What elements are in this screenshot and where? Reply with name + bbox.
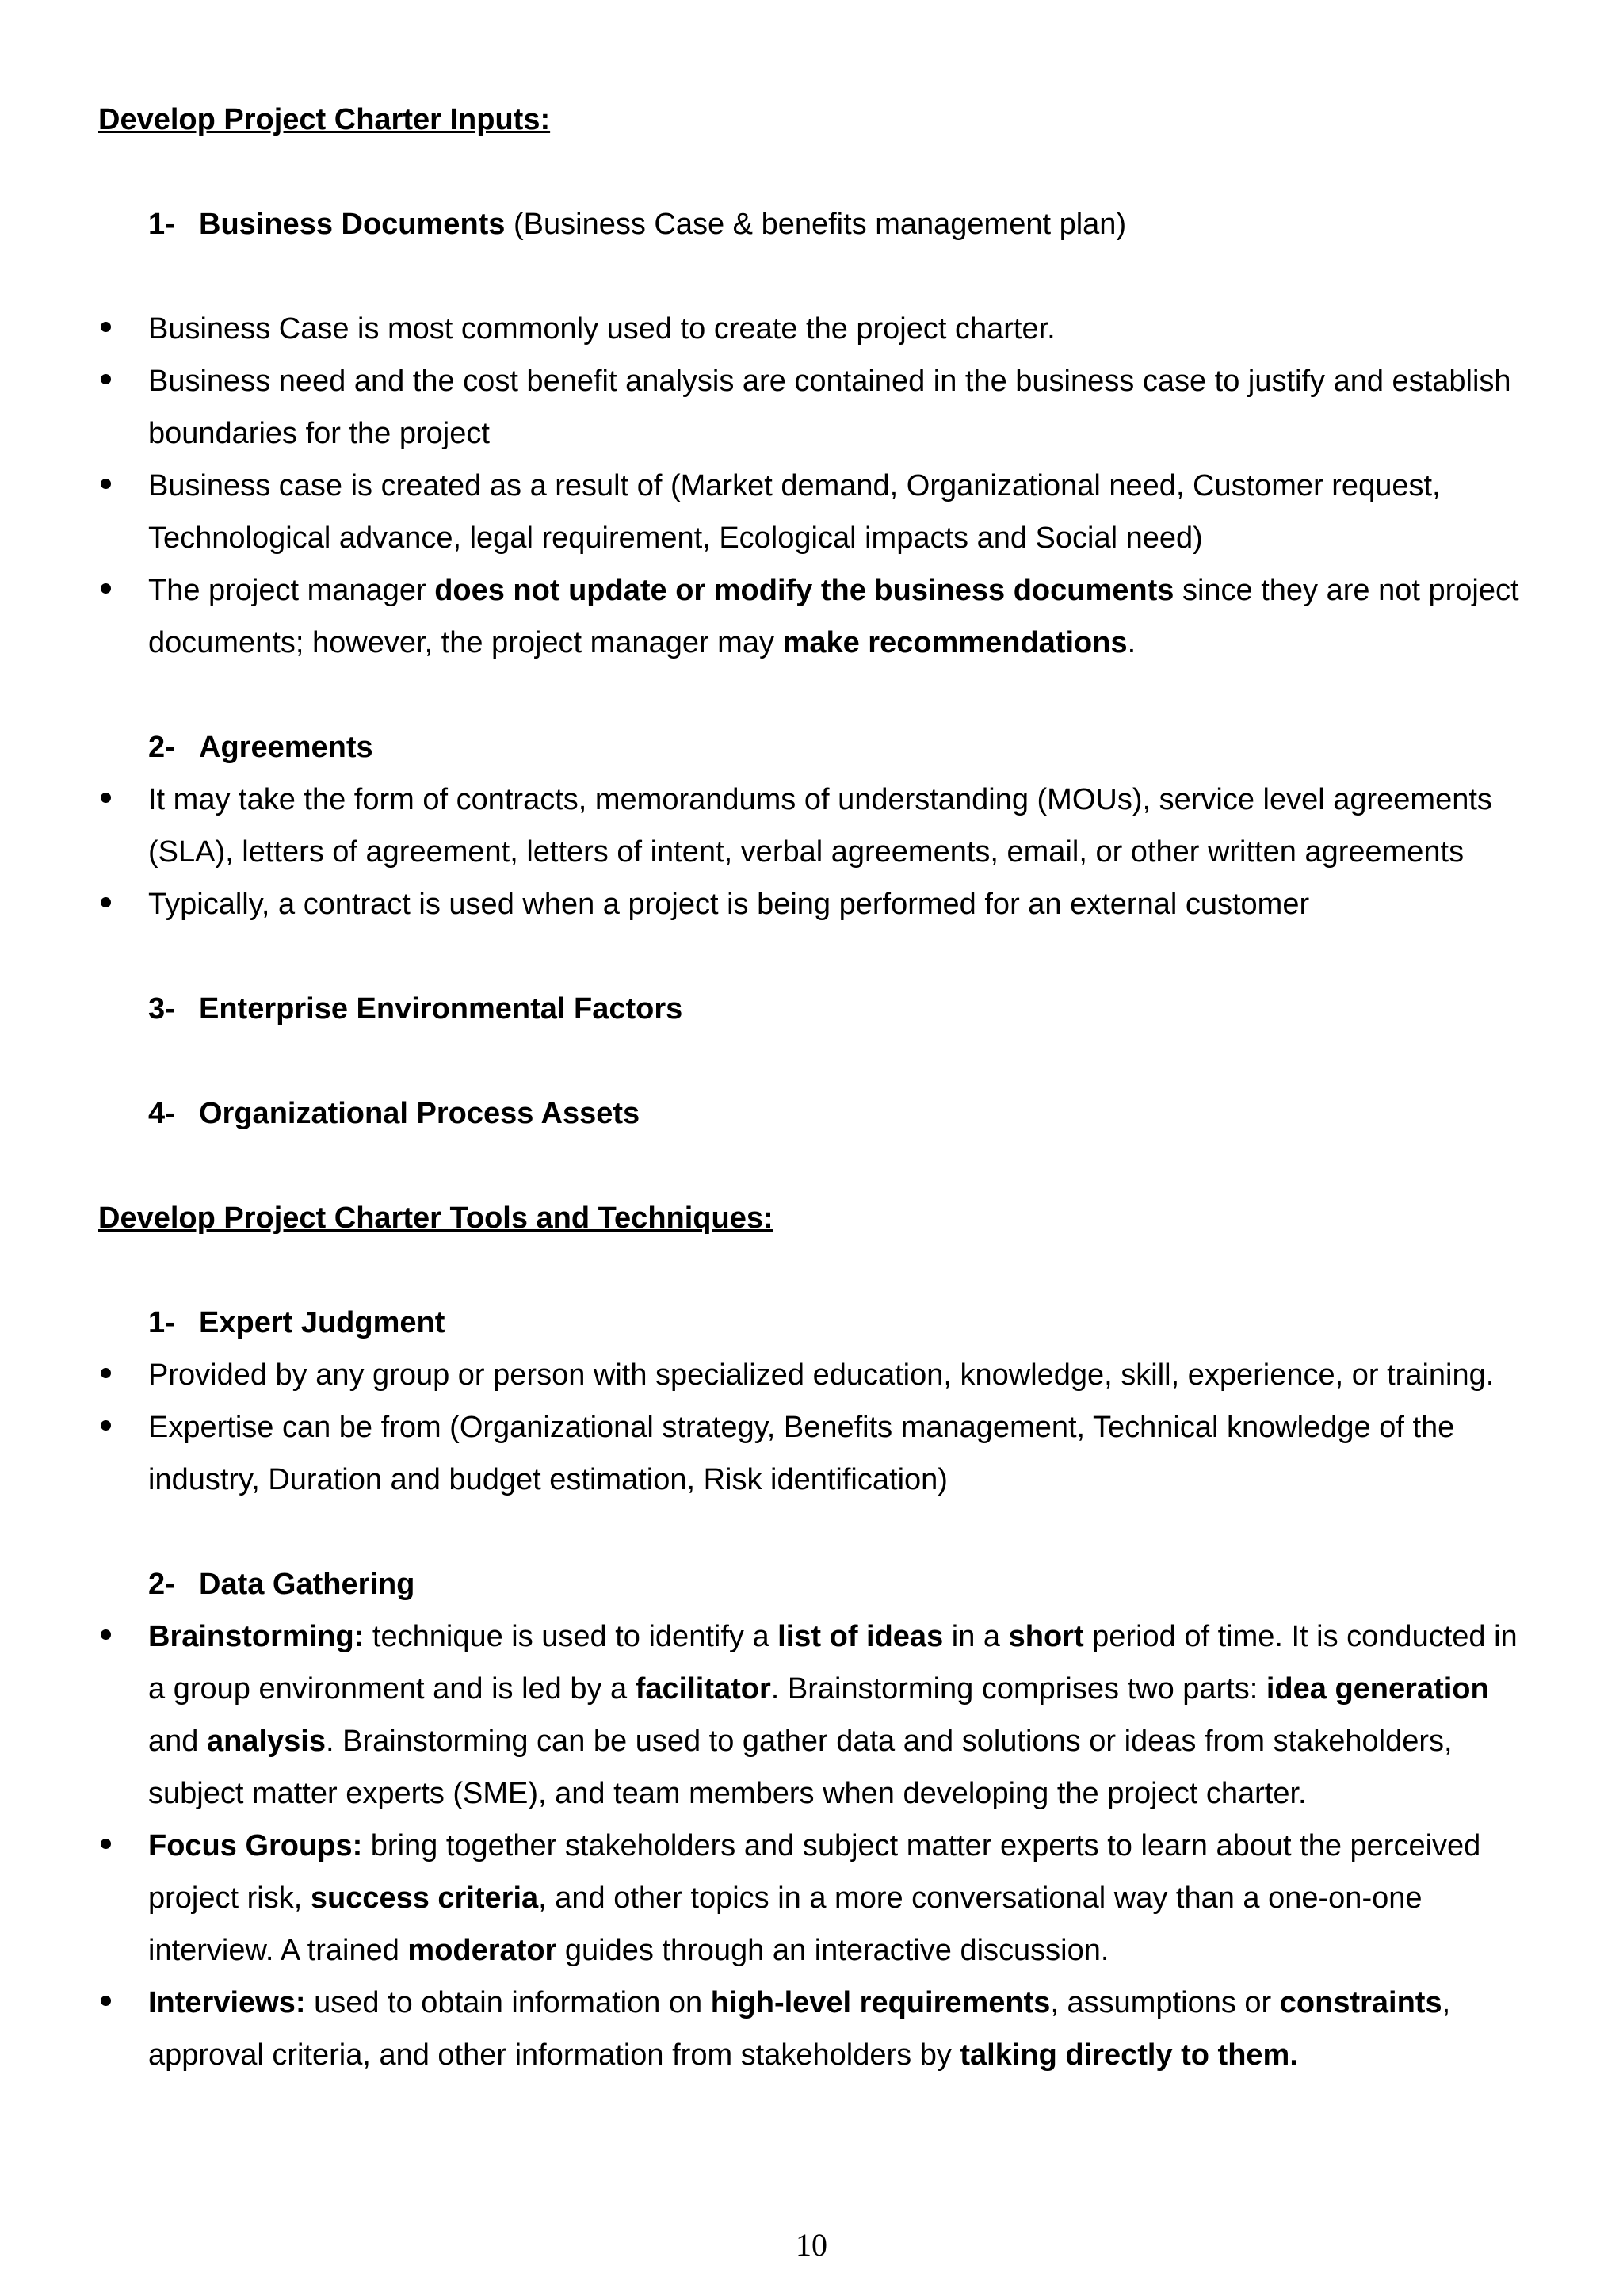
text-run: Provided by any group or person with specialized education, knowledge, skill, experience, or training. bbox=[148, 1358, 1495, 1392]
bullet-list-data-gathering bbox=[98, 1610, 1525, 2081]
text-run: . Brainstorming comprises two parts: bbox=[770, 1672, 1266, 1706]
subheading-expert-judgment bbox=[98, 1297, 1525, 1349]
item-number: 2- bbox=[148, 731, 175, 764]
text-run: , assumptions or bbox=[1050, 1986, 1280, 2019]
item-title: Enterprise Environmental Factors bbox=[199, 992, 683, 1026]
item-title: Business Documents bbox=[199, 208, 506, 241]
bullet-text bbox=[148, 574, 1519, 659]
bullet-text bbox=[148, 888, 1309, 921]
bold-text-run: moderator bbox=[407, 1934, 557, 1967]
subheading-data-gathering bbox=[98, 1558, 1525, 1610]
document-body bbox=[98, 94, 1525, 2081]
list-item bbox=[98, 303, 1525, 355]
item-note: (Business Case & benefits management plan) bbox=[505, 208, 1127, 241]
bullet-text bbox=[148, 1986, 1450, 2072]
bold-text-run: analysis bbox=[206, 1725, 326, 1758]
subheading-agreements bbox=[98, 721, 1525, 774]
bold-text-run: make recommendations bbox=[782, 626, 1128, 659]
item-number: 4- bbox=[148, 1097, 175, 1130]
text-run: . bbox=[1127, 626, 1136, 659]
bullet-icon bbox=[101, 322, 111, 332]
bold-text-run: talking directly to them. bbox=[960, 2038, 1298, 2072]
subheading-enterprise-environmental-factors bbox=[98, 983, 1525, 1035]
bold-text-run: Brainstorming: bbox=[148, 1620, 365, 1653]
text-run: guides through an interactive discussion. bbox=[556, 1934, 1109, 1967]
item-title: Organizational Process Assets bbox=[199, 1097, 640, 1130]
text-run: Business Case is most commonly used to create the project charter. bbox=[148, 312, 1056, 346]
item-title: Data Gathering bbox=[199, 1568, 415, 1601]
text-run: It may take the form of contracts, memorandums of understanding (MOUs), service level agreements (SLA), letters of agreement, letters of intent, verbal agreements, email, or other written agreements bbox=[148, 783, 1492, 869]
text-run: Typically, a contract is used when a project is being performed for an external customer bbox=[148, 888, 1310, 921]
bullet-text bbox=[148, 1358, 1494, 1392]
page-number: 10 bbox=[796, 2227, 827, 2263]
bullet-icon bbox=[101, 1629, 111, 1640]
bold-text-run: Interviews: bbox=[148, 1986, 306, 2019]
bullet-text bbox=[148, 783, 1492, 869]
item-number: 3- bbox=[148, 992, 175, 1026]
text-run: technique is used to identify a bbox=[364, 1620, 778, 1653]
item-number: 2- bbox=[148, 1568, 175, 1601]
list-item bbox=[98, 1610, 1525, 1820]
bold-text-run: success criteria bbox=[310, 1881, 539, 1915]
list-item bbox=[98, 1820, 1525, 1977]
list-item bbox=[98, 564, 1525, 669]
bold-text-run: list of ideas bbox=[777, 1620, 944, 1653]
bullet-icon bbox=[101, 1839, 111, 1849]
text-run: Business need and the cost benefit analysis are contained in the business case to justify and establish boundaries for the project bbox=[148, 365, 1511, 450]
bullet-icon bbox=[101, 1996, 111, 2006]
bullet-list-agreements bbox=[98, 774, 1525, 930]
bullet-text bbox=[148, 469, 1441, 555]
section-heading-tools-techniques: Develop Project Charter Tools and Techniques: bbox=[98, 1201, 773, 1235]
bold-text-run: high-level requirements bbox=[710, 1986, 1051, 2019]
list-item bbox=[98, 460, 1525, 564]
text-run: . Brainstorming can be used to gather data and solutions or ideas from stakeholders, subject matter experts (SME), and team members when developing the project charter. bbox=[148, 1725, 1453, 1810]
bold-text-run: facilitator bbox=[635, 1672, 771, 1706]
list-item bbox=[98, 1349, 1525, 1401]
bullet-text bbox=[148, 365, 1511, 450]
subheading-organizational-process-assets bbox=[98, 1087, 1525, 1140]
item-title: Agreements bbox=[199, 731, 373, 764]
bullet-icon bbox=[101, 374, 111, 384]
bullet-list-expert-judgment bbox=[98, 1349, 1525, 1506]
list-item bbox=[98, 1977, 1525, 2081]
bullet-icon bbox=[101, 583, 111, 594]
list-item bbox=[98, 878, 1525, 930]
bullet-list-business-documents bbox=[98, 303, 1525, 669]
bullet-text bbox=[148, 1829, 1480, 1967]
text-run: bring together stakeholders and subject matter experts to learn about the perceived project risk, bbox=[148, 1829, 1481, 1915]
text-run: , and other topics in a more conversational way than a one-on-one interview. A trained bbox=[148, 1881, 1423, 1967]
bullet-text bbox=[148, 1411, 1454, 1496]
list-item bbox=[98, 355, 1525, 460]
bullet-text bbox=[148, 312, 1056, 346]
section-heading-inputs: Develop Project Charter Inputs: bbox=[98, 103, 551, 136]
bold-text-run: Focus Groups: bbox=[148, 1829, 363, 1862]
text-run: used to obtain information on bbox=[305, 1986, 711, 2019]
text-run: since they are not project documents; however, the project manager may bbox=[148, 574, 1519, 659]
text-run: Expertise can be from (Organizational strategy, Benefits management, Technical knowledge of the industry, Duration and budget estimation, Risk identification) bbox=[148, 1411, 1455, 1496]
text-run: and bbox=[148, 1725, 207, 1758]
bold-text-run: does not update or modify the business documents bbox=[434, 574, 1174, 607]
text-run: The project manager bbox=[148, 574, 435, 607]
bullet-icon bbox=[101, 793, 111, 803]
bullet-icon bbox=[101, 1368, 111, 1378]
text-run: in a bbox=[943, 1620, 1009, 1653]
subheading-business-documents bbox=[98, 198, 1525, 250]
list-item bbox=[98, 1401, 1525, 1506]
bullet-icon bbox=[101, 897, 111, 907]
list-item bbox=[98, 774, 1525, 878]
bullet-text bbox=[148, 1620, 1518, 1810]
bullet-icon bbox=[101, 1420, 111, 1431]
bold-text-run: constraints bbox=[1279, 1986, 1442, 2019]
text-run: period of time. It is conducted in a group environment and is led by a bbox=[148, 1620, 1518, 1706]
item-number: 1- bbox=[148, 1306, 175, 1339]
bullet-icon bbox=[101, 479, 111, 489]
bold-text-run: idea generation bbox=[1266, 1672, 1489, 1706]
item-number: 1- bbox=[148, 208, 175, 241]
text-run: Business case is created as a result of (Market demand, Organizational need, Customer request, Technological advance, legal requirement, Ecological impacts and Social need) bbox=[148, 469, 1441, 555]
bold-text-run: short bbox=[1008, 1620, 1084, 1653]
text-run: , approval criteria, and other information from stakeholders by bbox=[148, 1986, 1451, 2072]
item-title: Expert Judgment bbox=[199, 1306, 445, 1339]
